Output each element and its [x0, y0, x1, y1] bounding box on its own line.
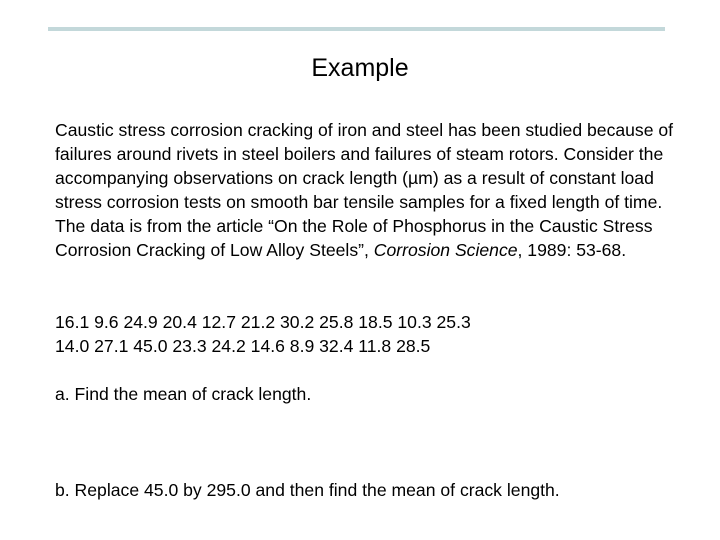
question-b: b. Replace 45.0 by 295.0 and then find the mean of crack length. — [55, 480, 560, 500]
intro-text: Caustic stress corrosion cracking of iron and steel has been studied because of failures around rivets in steel boilers and failures of steam rotors. Consider the accompanying observations on crack length (µm) as a result of constant load stress corrosion tests on smooth bar tensile samples for a fixed length of time. The data is from the article “On the Role of Phosphorus in the Caustic Stress Corrosion Cracking of Low Alloy Steels”, — [55, 120, 674, 260]
journal-name: Corrosion Science — [373, 240, 518, 260]
question-a: a. Find the mean of crack length. — [55, 384, 312, 404]
slide-title-text: Example — [311, 54, 409, 82]
intro-paragraph — [55, 118, 675, 262]
data-line-2: 14.0 27.1 45.0 23.3 24.2 14.6 8.9 32.4 11.8 28.5 — [55, 336, 431, 356]
slide-title — [0, 53, 720, 83]
citation-details: , 1989: 53-68. — [517, 240, 627, 260]
crack-length-data — [55, 310, 675, 358]
title-divider — [48, 27, 665, 31]
data-line-1: 16.1 9.6 24.9 20.4 12.7 21.2 30.2 25.8 18.5 10.3 25.3 — [55, 312, 471, 332]
